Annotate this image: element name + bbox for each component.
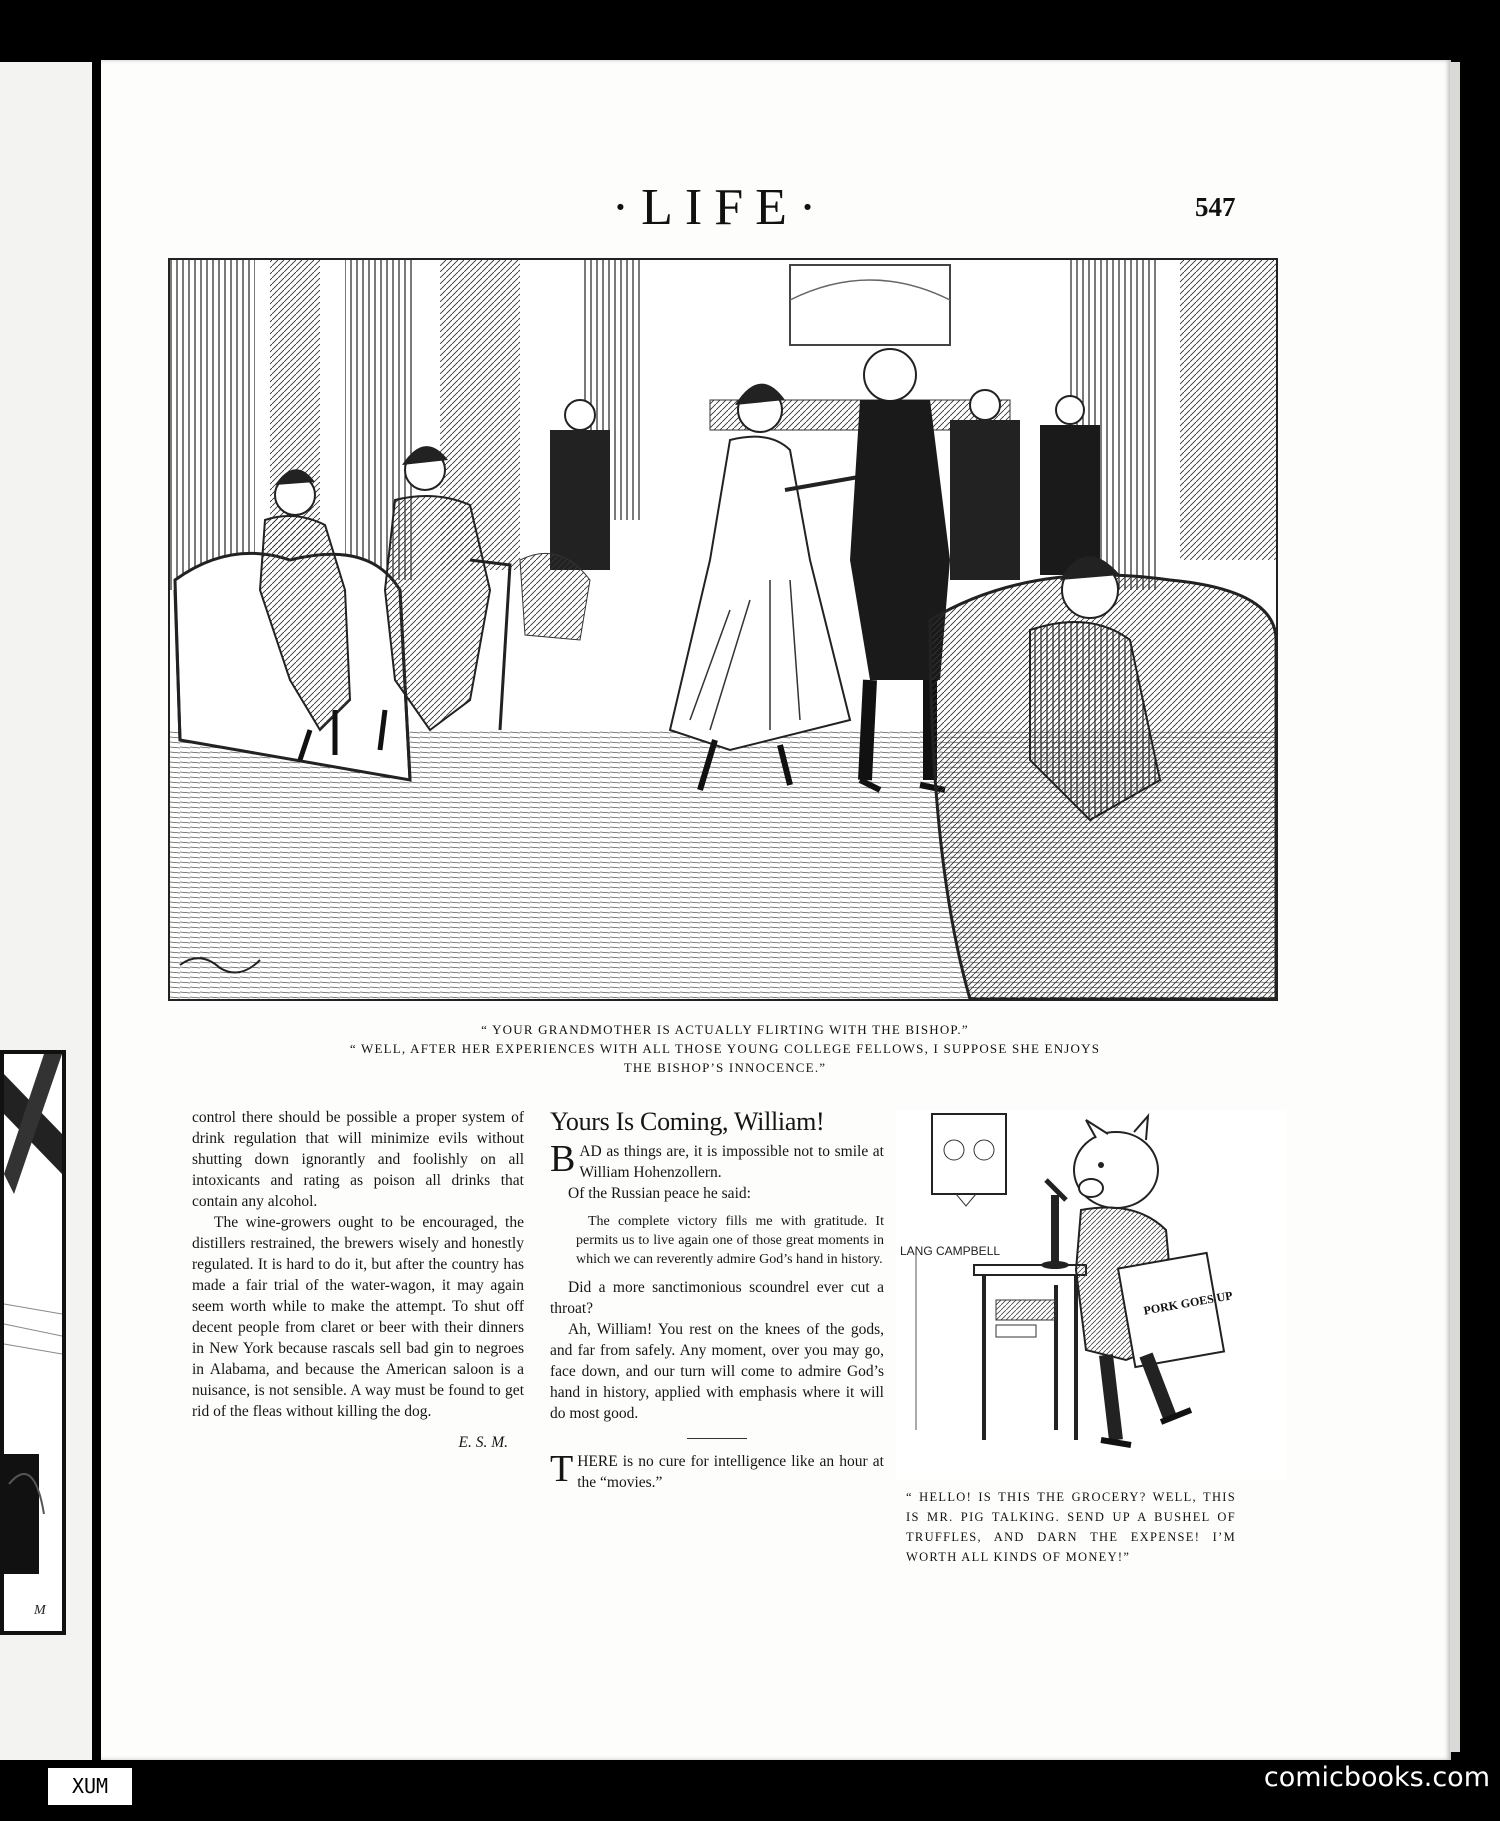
article-paragraph: Did a more sanctimonious scoundrel ever cut a throat?: [550, 1279, 884, 1317]
middle-column-article: [550, 1107, 884, 1493]
drop-cap: T: [550, 1448, 574, 1490]
paragraph-text: AD as things are, it is impossible not to smile at William Hohenzollern.: [579, 1143, 884, 1181]
svg-text:M: M: [34, 1603, 46, 1618]
author-signature: E. S. M.: [458, 1434, 508, 1451]
section-divider: [687, 1438, 747, 1439]
previous-page-edge: [0, 62, 92, 1760]
page-edge: [1450, 62, 1460, 1752]
caption-line: “ WELL, AFTER HER EXPERIENCES WITH ALL THOSE YOUNG COLLEGE FELLOWS, I SUPPOSE SHE ENJOYS: [349, 1041, 1101, 1056]
page-number: 547: [1195, 192, 1236, 222]
article-paragraph: The wine-growers ought to be encouraged, the distillers restrained, the brewers wisely and honestly regulated. It is hard to do it, but after the country has made a fair trial of the water-wagon, it may again seem worth while to make the attempt. To shut off decent people from claret or beer with their dinners in New York because rascals sell bad gin to negroes in Alabama, and because the American saloon is a nuisance, is not sensible. A way must be found to get rid of the fleas without killing the dog.: [192, 1214, 524, 1420]
article-paragraph: Ah, William! You rest on the knees of the gods, and far from safely. Any moment, over you may go, face down, and our turn will come to admire God’s hand in history, applied with emphasis where it will do most good.: [550, 1321, 884, 1422]
left-column-article: [192, 1107, 524, 1453]
caption-line: THE BISHOP’S INNOCENCE.”: [623, 1060, 827, 1075]
article-paragraph: Of the Russian peace he said:: [568, 1185, 751, 1202]
scan-tag: XUM: [48, 1768, 132, 1805]
paragraph-text: HERE is no cure for intelligence like an hour at the “movies.”: [577, 1453, 884, 1491]
article-paragraph: control there should be possible a proper system of drink regulation that will minimize evils without shutting down ignorantly and foolishly on all intoxicants and rating as poison all drinks that contain any alcohol.: [192, 1109, 524, 1210]
previous-page-illustration: [0, 1050, 66, 1635]
artist-signature: LANG CAMPBELL: [900, 1244, 1001, 1258]
caption-line: “ YOUR GRANDMOTHER IS ACTUALLY FLIRTING WITH THE BISHOP.”: [481, 1022, 969, 1037]
pig-cartoon-illustration: [896, 1110, 1286, 1480]
article-paragraph: [550, 1448, 884, 1493]
article-paragraph: [550, 1138, 884, 1183]
pig-cartoon-caption: “ HELLO! IS THIS THE GROCERY? WELL, THIS IS MR. PIG TALKING. SEND UP A BUSHEL OF TRUFFLES, AND DARN THE EXPENSE! I’M WORTH ALL KINDS OF MONEY!”: [906, 1490, 1236, 1564]
main-cartoon-caption: [300, 1020, 1150, 1077]
block-quote: The complete victory fills me with gratitude. It permits us to live again one of those great moments in which we can reverently admire God’s hand in history.: [576, 1214, 884, 1267]
main-cartoon-illustration: [168, 258, 1278, 1001]
drop-cap: B: [550, 1138, 576, 1180]
article-headline: Yours Is Coming, William!: [550, 1107, 825, 1136]
newspaper-headline: PORK GOES UP: [1142, 1288, 1234, 1318]
masthead-title: ·LIFE·: [611, 179, 829, 236]
site-watermark: comicbooks.com: [1263, 1762, 1490, 1793]
